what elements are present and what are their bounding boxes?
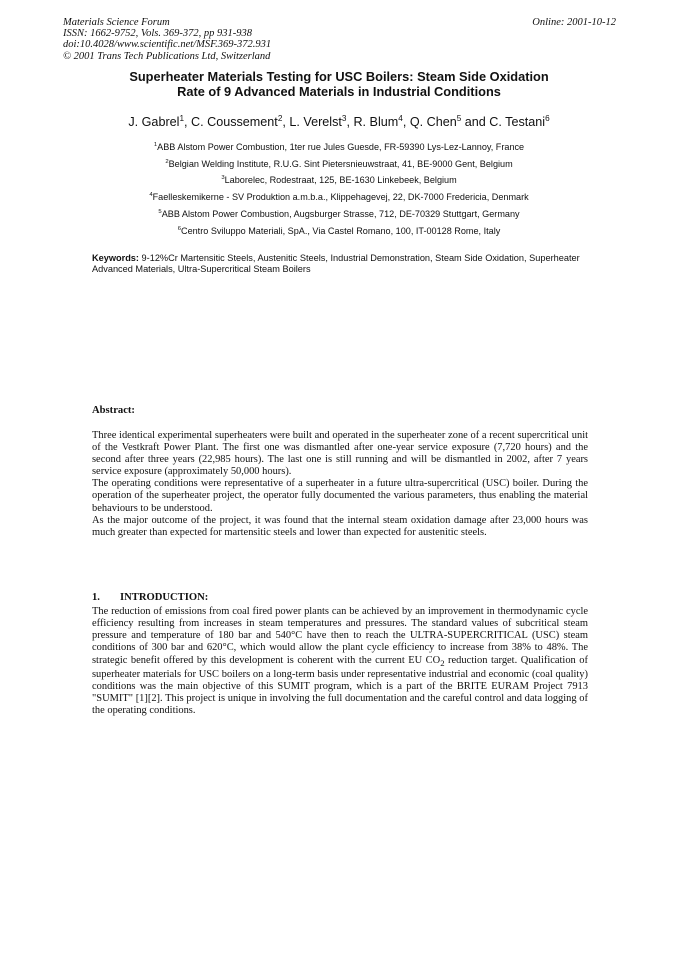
online-date: Online: 2001-10-12 bbox=[532, 17, 616, 28]
affiliation-marker: 4 bbox=[149, 192, 153, 199]
affiliation-marker: 3 bbox=[221, 175, 225, 182]
author: L. Verelst bbox=[289, 115, 342, 129]
section-title: INTRODUCTION: bbox=[120, 592, 209, 603]
intro-text-part-2: reduction target. Qualification of superheater materials for USC boilers on a long-term basis under representative industrial and economic (coal quality) conditions was the main objective of this SUMIT program, which is a part of the BRITE EURAM Project 7913 "SUMIT" [1][2]. This project is unique in involving the full documentation and the careful control and data logging of the operating conditions. bbox=[92, 654, 588, 717]
introduction-heading bbox=[92, 592, 208, 603]
section-number: 1. bbox=[92, 592, 100, 603]
affiliation-text: ABB Alstom Power Combustion, Augsburger Strasse, 712, DE-70329 Stuttgart, Germany bbox=[161, 208, 520, 219]
intro-text-part-1: The reduction of emissions from coal fired power plants can be achieved by an improvement in thermodynamic cycle efficiency resulting from increases in steam temperatures and pressures. The standard values of subcritical steam pressure and temperature of 180 bar and 540°C have then to reach the ULTRA-SUPERCRITICAL (USC) steam conditions of 300 bar and 620°C, which would allow the plant cycle efficiency to increase from 38% to 48%. The strategic benefit offered by this development is coherent with the current EU CO bbox=[92, 606, 588, 666]
journal-header bbox=[63, 17, 271, 62]
author-affil-marker: 5 bbox=[456, 113, 462, 123]
author-affil-marker: 6 bbox=[545, 113, 550, 123]
author-separator: , bbox=[184, 115, 192, 129]
author-affil-marker: 4 bbox=[398, 113, 403, 123]
affiliation bbox=[60, 156, 618, 173]
abstract-paragraph: As the major outcome of the project, it was found that the internal steam oxidation damage after 23,000 hours was much greater than expected for martensitic steels and lower than expected for austenitic steels. bbox=[92, 514, 588, 538]
abstract-body bbox=[92, 430, 588, 539]
title-line-1: Superheater Materials Testing for USC Boilers: Steam Side Oxidation bbox=[129, 69, 549, 84]
author: C. Testani bbox=[489, 115, 546, 129]
affiliation-text: Belgian Welding Institute, R.U.G. Sint Pietersnieuwstraat, 41, BE-9000 Gent, Belgium bbox=[168, 158, 513, 169]
author-separator: , bbox=[346, 115, 354, 129]
affiliation-marker: 1 bbox=[153, 141, 158, 148]
author-and: and bbox=[461, 115, 490, 129]
author: Q. Chen bbox=[409, 115, 457, 129]
affiliation bbox=[60, 189, 618, 206]
abstract-paragraph: Three identical experimental superheaters were built and operated in the superheater zone of a recent supercritical unit of the Vestkraft Power Plant. The first one was dismantled after one-year service exposure (7,720 hours) and the second after three years (22,985 hours). The last one is still running and will be dismantled in 2002, after 7 years service exposure (approximately 50,000 hours). bbox=[92, 430, 588, 478]
author-separator: , bbox=[282, 115, 290, 129]
paper-title bbox=[60, 69, 618, 99]
affiliation-marker: 2 bbox=[165, 158, 169, 165]
abstract-heading: Abstract: bbox=[92, 405, 135, 416]
affiliation-text: ABB Alstom Power Combustion, 1ter rue Jules Guesde, FR-59390 Lys-Lez-Lannoy, France bbox=[157, 142, 525, 152]
affiliation bbox=[60, 139, 618, 156]
author-affil-marker: 1 bbox=[179, 113, 185, 123]
affiliation bbox=[60, 223, 618, 240]
author-affil-marker: 3 bbox=[341, 113, 347, 123]
doi-line: doi:10.4028/www.scientific.net/MSF.369-372.931 bbox=[63, 39, 272, 51]
title-line-2: Rate of 9 Advanced Materials in Industrial Conditions bbox=[177, 84, 501, 99]
keywords bbox=[92, 253, 587, 276]
affiliation-marker: 5 bbox=[158, 208, 162, 215]
keywords-text: 9-12%Cr Martensitic Steels, Austenitic Steels, Industrial Demonstration, Steam Side Oxidation, Superheater Advanced Materials, Ultra-Supercritical Steam Boilers bbox=[92, 253, 580, 275]
introduction-body bbox=[92, 606, 588, 717]
affiliation bbox=[60, 172, 618, 189]
abstract-paragraph: The operating conditions were representative of a superheater in a future ultra-supercritical (USC) boiler. During the operation of the superheater project, the operator fully documented the various parameters, thus enabling the material behaviours to be understood. bbox=[92, 478, 588, 514]
affiliation bbox=[60, 206, 618, 223]
author-affil-marker: 2 bbox=[277, 113, 283, 123]
co2-subscript: 2 bbox=[440, 657, 445, 668]
issn-line: ISSN: 1662-9752, Vols. 369-372, pp 931-938 bbox=[63, 28, 252, 40]
journal-name: Materials Science Forum bbox=[63, 17, 170, 28]
author-separator: , bbox=[402, 115, 410, 129]
affiliation-marker: 6 bbox=[177, 225, 181, 232]
keywords-label: Keywords: bbox=[92, 253, 139, 263]
author: C. Coussement bbox=[191, 115, 278, 129]
author-list bbox=[60, 115, 618, 129]
affiliation-list bbox=[60, 139, 618, 239]
author: R. Blum bbox=[353, 115, 399, 129]
affiliation-text: Laborelec, Rodestraat, 125, BE-1630 Linkebeek, Belgium bbox=[224, 175, 457, 186]
author: J. Gabrel bbox=[128, 115, 180, 129]
affiliation-text: Faelleskemikerne - SV Produktion a.m.b.a., Klippehagevej, 22, DK-7000 Fredericia, Denmark bbox=[152, 192, 529, 203]
copyright-line: © 2001 Trans Tech Publications Ltd, Switzerland bbox=[63, 50, 271, 62]
affiliation-text: Centro Sviluppo Materiali, SpA., Via Castel Romano, 100, IT-00128 Rome, Italy bbox=[181, 225, 501, 236]
